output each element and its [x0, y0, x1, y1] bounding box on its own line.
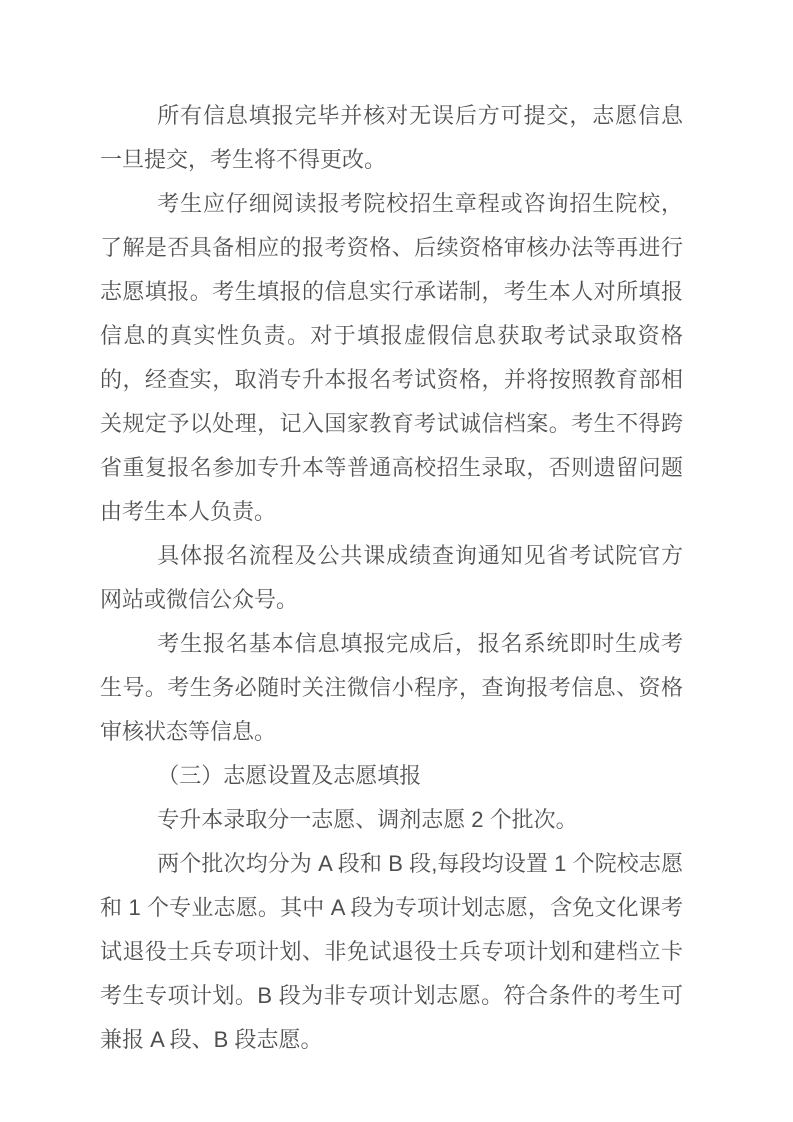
paragraph-submit-notice: 所有信息填报完毕并核对无误后方可提交，志愿信息一旦提交，考生将不得更改。	[100, 103, 683, 172]
paragraph-admission-batches: 专升本录取分一志愿、调剂志愿 2 个批次。	[157, 807, 578, 832]
paragraph-eligibility-commitment-notice: 考生应仔细阅读报考院校招生章程或咨询招生院校，了解是否具备相应的报考资格、后续资格审核办法等再进行志愿填报。考生填报的信息实行承诺制，考生本人对所填报信息的真实性负责。对于填报虚假信息获取考试录取资格的，经查实，取消专升本报名考试资格，并将按照教育部相关规定予以处理，记入国家教育考试诚信档案。考生不得跨省重复报名参加专升本等普通高校招生录取，否则遗留问题由考生本人负责。	[100, 191, 683, 524]
paragraph-candidate-number-notice: 考生报名基本信息填报完成后，报名系统即时生成考生号。考生务必随时关注微信小程序，查询报考信息、资格审核状态等信息。	[100, 631, 683, 744]
paragraph-procedure-query-notice: 具体报名流程及公共课成绩查询通知见省考试院官方网站或微信公众号。	[100, 543, 683, 612]
section-heading-volunteer-setup: （三）志愿设置及志愿填报	[157, 763, 422, 788]
paragraph-segment-details: 两个批次均分为 A 段和 B 段,每段均设置 1 个院校志愿和 1 个专业志愿。其中 A 段为专项计划志愿，含免文化课考试退役士兵专项计划、非免试退役士兵专项计划和建档立卡考生专项计划。B 段为非专项计划志愿。符合条件的考生可兼报 A 段、B 段志愿。	[100, 851, 683, 1052]
